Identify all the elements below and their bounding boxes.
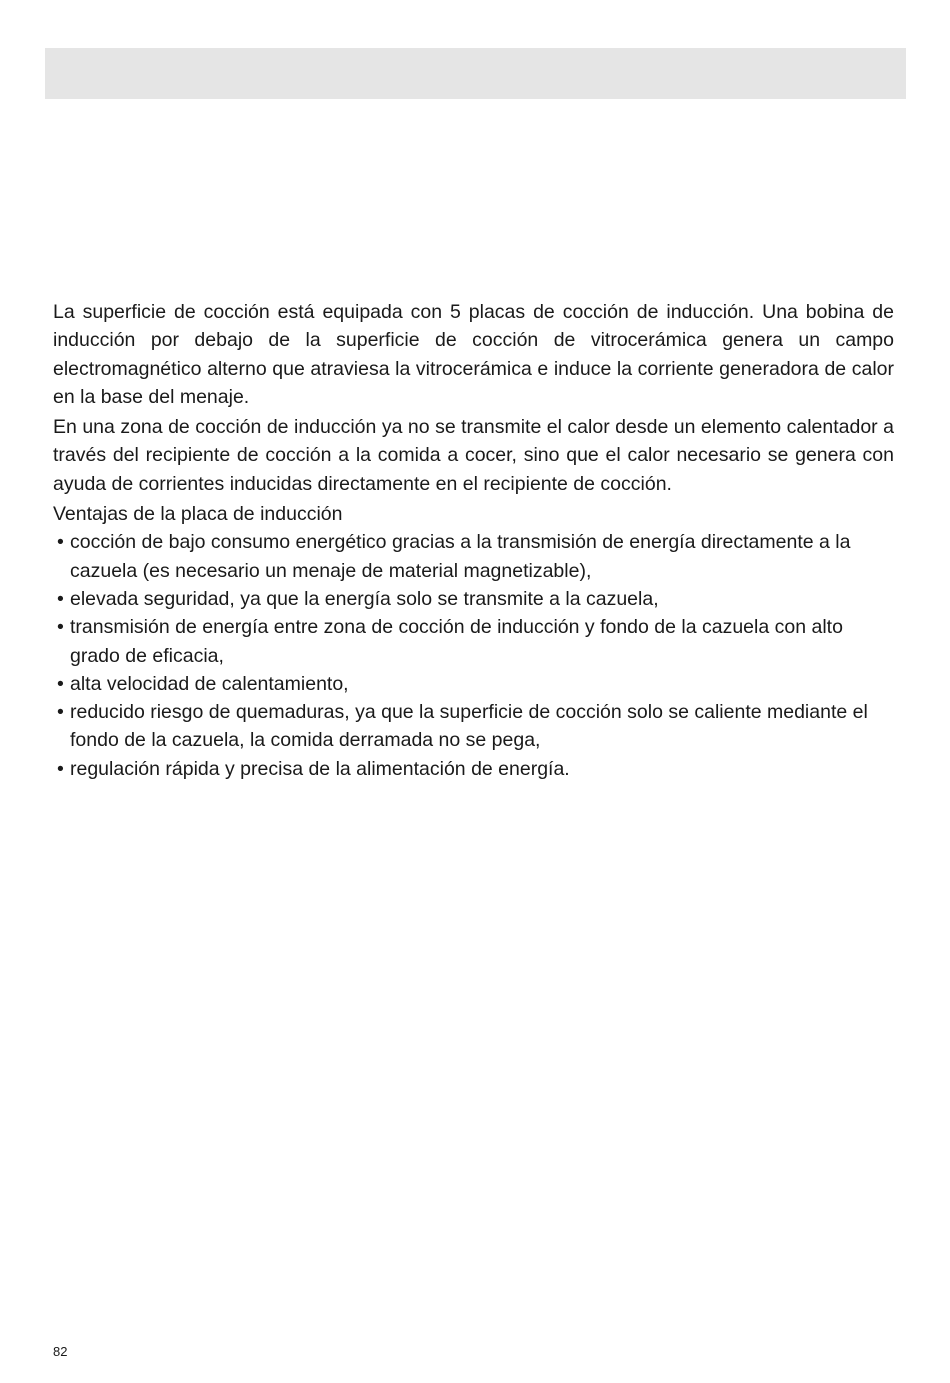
bullet-icon: • <box>57 531 64 554</box>
list-item-text: regulación rápida y precisa de la alimentación de energía. <box>70 757 570 780</box>
list-item-text: alta velocidad de calentamiento, <box>70 672 349 695</box>
list-item-text: elevada seguridad, ya que la energía solo se transmite a la cazuela, <box>70 587 659 610</box>
list-item <box>53 528 894 585</box>
list-item <box>53 670 894 698</box>
bullet-icon: • <box>57 757 64 780</box>
list-item <box>53 755 894 783</box>
advantages-heading: Ventajas de la placa de inducción <box>53 503 343 526</box>
section-header-bar <box>45 48 906 99</box>
intro-paragraph: La superficie de cocción está equipada con 5 placas de cocción de inducción. Una bobina de inducción por debajo de la superficie de cocción de vitrocerámica genera un campo electromagnético alterno que atraviesa la vitrocerámica e induce la corriente generadora de calor en la base del menaje. <box>53 301 894 408</box>
page-content <box>53 298 894 783</box>
list-item <box>53 698 894 755</box>
list-item-text: transmisión de energía entre zona de cocción de inducción y fondo de la cazuela con alto grado de eficacia, <box>70 616 843 667</box>
list-item-text: reducido riesgo de quemaduras, ya que la superficie de cocción solo se caliente mediante el fondo de la cazuela, la comida derramada no se pega, <box>70 701 868 752</box>
bullet-icon: • <box>57 672 64 695</box>
bullet-icon: • <box>57 587 64 610</box>
list-item <box>53 585 894 613</box>
list-item <box>53 613 894 670</box>
page-number: 82 <box>53 1344 68 1359</box>
bullet-icon: • <box>57 616 64 639</box>
list-item-text: cocción de bajo consumo energético gracias a la transmisión de energía directamente a la cazuela (es necesario un menaje de material magnetizable), <box>70 531 851 582</box>
advantages-list <box>53 528 894 783</box>
bullet-icon: • <box>57 701 64 724</box>
induction-explanation-paragraph: En una zona de cocción de inducción ya no se transmite el calor desde un elemento calentador a través del recipiente de cocción a la comida a cocer, sino que el calor necesario se genera con ayuda de corrientes inducidas directamente en el recipiente de cocción. <box>53 416 894 495</box>
